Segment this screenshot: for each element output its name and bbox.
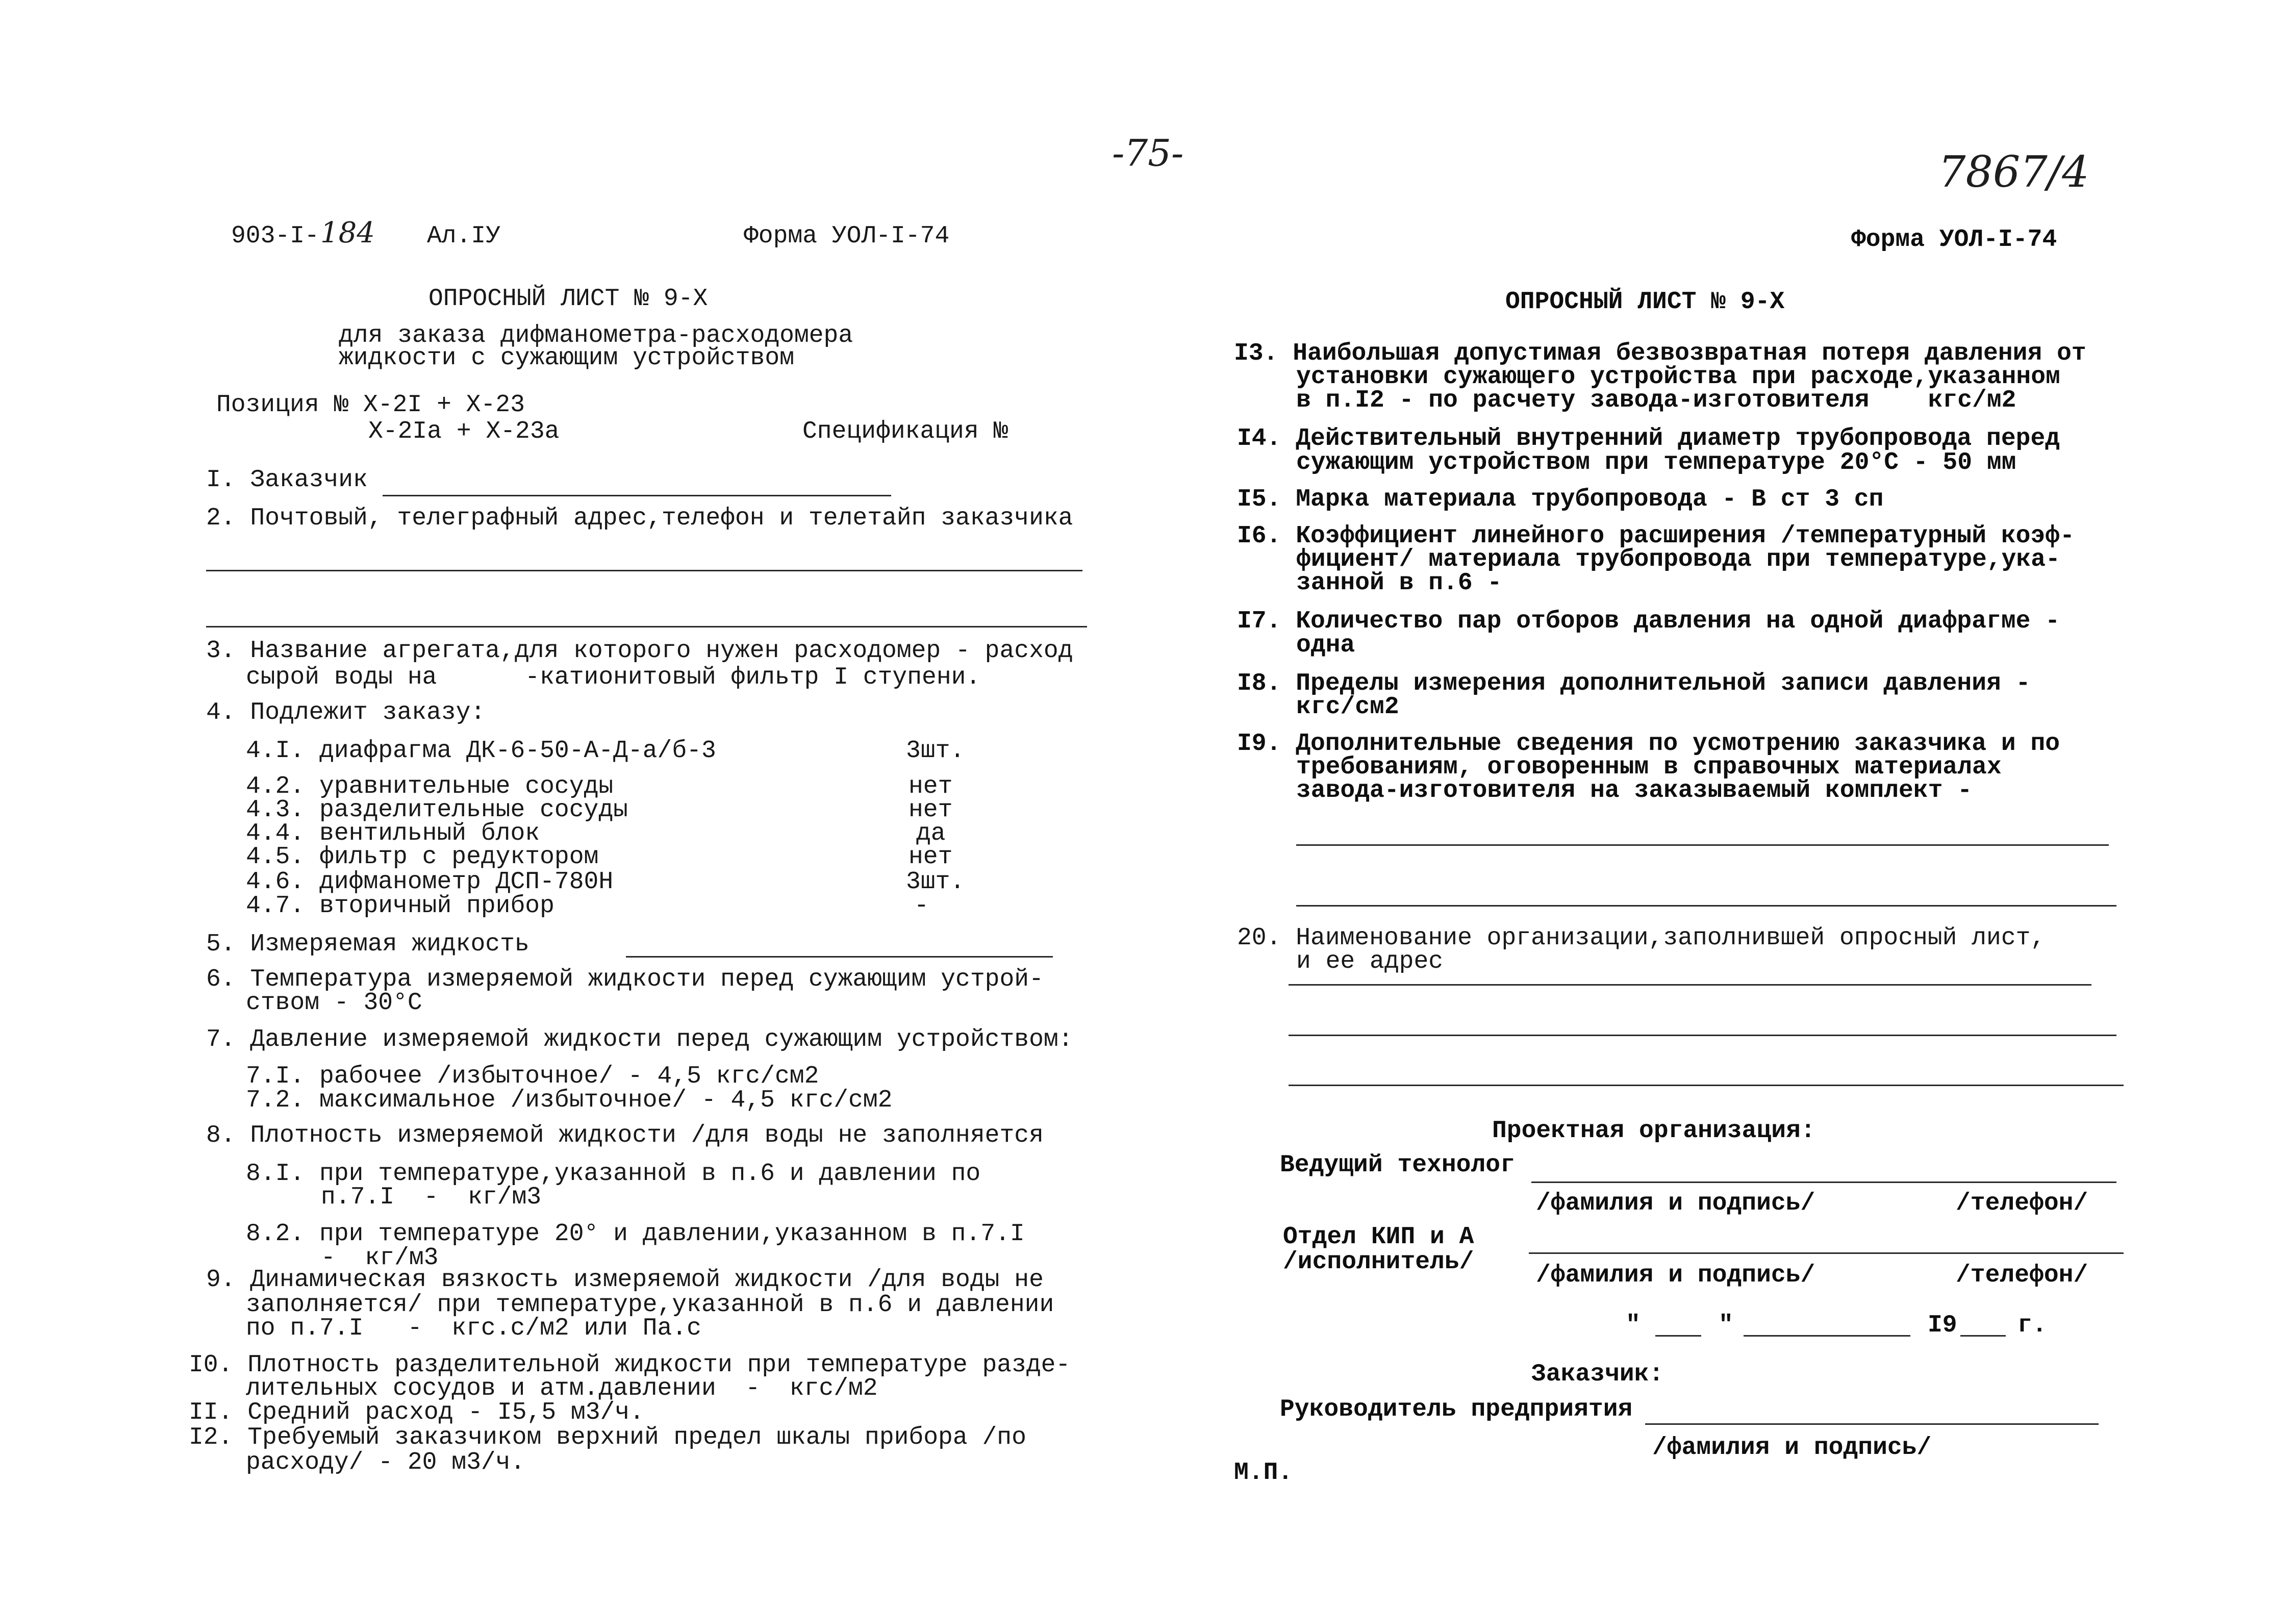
item-9-line: по п.7.I - кгс.с/м2 или Па.с: [246, 1315, 701, 1342]
item-19-line: завода-изготовителя на заказываемый комплект -: [1296, 777, 1973, 804]
item-6-line: 6. Температура измеряемой жидкости перед сужающим устрой-: [206, 966, 1044, 993]
order-row-value: нет: [909, 773, 953, 800]
lead-technologist-label: Ведущий технолог: [1280, 1151, 1515, 1179]
order-row-value: -: [914, 892, 929, 920]
item-9-line: заполняется/ при температуре,указанной в п.6 и давлении: [246, 1291, 1054, 1319]
specification-label: Спецификация №: [802, 418, 1008, 445]
organization-fill-line: [1289, 1035, 2116, 1036]
item-4-heading: 4. Подлежит заказу:: [206, 699, 486, 726]
date-close-quote: ": [1719, 1312, 1733, 1339]
item-20-line: и ее адрес: [1296, 948, 1444, 975]
order-row-label: 4.6. дифманометр ДСП-780Н: [246, 868, 614, 896]
additional-info-fill-line: [1296, 905, 2116, 907]
questionnaire-title: ОПРОСНЫЙ ЛИСТ № 9-Х: [1505, 288, 1785, 316]
item-18-line: кгс/см2: [1296, 693, 1399, 721]
item-20-line: 20. Наименование организации,заполнившей опросный лист,: [1237, 924, 2046, 952]
name-signature-caption: /фамилия и подпись/: [1536, 1262, 1815, 1289]
order-row-value: да: [916, 820, 946, 847]
item-16-line: фициент/ материала трубопровода при температуре,ука-: [1296, 546, 2060, 573]
order-row-label: 4.7. вторичный прибор: [246, 892, 554, 920]
date-year-fill-line: [1960, 1335, 2006, 1337]
date-year-prefix: I9: [1928, 1312, 1957, 1339]
item-10-line: I0. Плотность разделительной жидкости при температуре разде-: [189, 1351, 1071, 1379]
date-day-fill-line: [1655, 1335, 1701, 1337]
position-line: Х-2Iа + Х-23а: [368, 418, 560, 445]
phone-caption: /телефон/: [1956, 1262, 2088, 1289]
item-15-material: I5. Марка материала трубопровода - В ст 3 сп: [1237, 486, 1884, 513]
order-row-label: 4.4. вентильный блок: [246, 820, 540, 847]
order-row-value: нет: [909, 843, 953, 871]
item-5-liquid: 5. Измеряемая жидкость: [206, 931, 529, 958]
liquid-fill-line: [626, 956, 1053, 958]
order-row-value: 3шт.: [906, 868, 965, 896]
page-number: -75-: [1112, 132, 1184, 174]
item-10-line: лительных сосудов и атм.давлении - кгс/м2: [246, 1375, 878, 1402]
order-row-label: 4.2. уравнительные сосуды: [246, 773, 614, 800]
questionnaire-title: ОПРОСНЫЙ ЛИСТ № 9-Х: [428, 285, 708, 313]
director-label: Руководитель предприятия: [1280, 1396, 1633, 1423]
organization-fill-line: [1289, 984, 2091, 986]
sheet-number: 7867/4: [1938, 147, 2089, 197]
kip-department-label: /исполнитель/: [1283, 1248, 1474, 1276]
form-code: Форма УОЛ-I-74: [1851, 226, 2057, 254]
order-row-value: нет: [909, 796, 953, 824]
design-organization-heading: Проектная организация:: [1492, 1117, 1815, 1145]
item-11-flow: II. Средний расход - I5,5 м3/ч.: [189, 1399, 644, 1426]
order-row-value: 3шт.: [906, 737, 965, 765]
organization-fill-line: [1289, 1085, 2124, 1086]
item-8-2-line: - кг/м3: [321, 1244, 439, 1272]
item-19-line: требованиям, оговоренным в справочных материалах: [1296, 753, 2002, 781]
customer-heading: Заказчик:: [1531, 1361, 1664, 1388]
item-14-line: I4. Действительный внутренний диаметр трубопровода перед: [1237, 425, 2060, 452]
item-3-line: сырой воды на -катионитовый фильтр I ступени.: [246, 664, 981, 691]
item-7-row: 7.2. максимальное /избыточное/ - 4,5 кгс/см2: [246, 1087, 893, 1114]
album-label: Ал.IУ: [427, 222, 501, 250]
order-row-label: 4.I. диафрагма ДК-6-50-А-Д-а/б-3: [246, 737, 716, 765]
stamp-place-label: М.П.: [1234, 1459, 1293, 1487]
item-12-line: расходу/ - 20 м3/ч.: [246, 1449, 525, 1476]
subtitle-line: для заказа дифманометра-расходомера: [339, 322, 853, 349]
kip-signature-line: [1529, 1252, 2124, 1254]
item-13-line: в п.I2 - по расчету завода-изготовителя кгс/м2: [1296, 387, 2016, 414]
address-fill-line: [206, 626, 1087, 627]
order-row-label: 4.3. разделительные сосуды: [246, 796, 628, 824]
item-3-line: 3. Название агрегата,для которого нужен расходомер - расход: [206, 637, 1073, 665]
kip-department-label: Отдел КИП и А: [1283, 1223, 1474, 1251]
item-16-line: занной в п.6 -: [1296, 569, 1502, 597]
item-13-line: I3. Наибольшая допустимая безвозвратная потеря давления от: [1234, 340, 2086, 367]
position-line: Позиция № Х-2I + Х-23: [216, 391, 525, 419]
name-signature-caption: /фамилия и подпись/: [1652, 1434, 1932, 1462]
item-6-line: ством - 30°С: [246, 989, 422, 1017]
date-year-suffix: г.: [2017, 1312, 2047, 1339]
item-16-line: I6. Коэффициент линейного расширения /температурный коэф-: [1237, 522, 2075, 550]
address-fill-line: [206, 570, 1082, 571]
item-17-line: I7. Количество пар отборов давления на одной диафрагме -: [1237, 608, 2060, 635]
item-12-line: I2. Требуемый заказчиком верхний предел шкалы прибора /по: [189, 1424, 1026, 1451]
form-code: Форма УОЛ-I-74: [744, 222, 950, 250]
phone-caption: /телефон/: [1956, 1190, 2088, 1217]
date-month-fill-line: [1744, 1335, 1910, 1337]
item-8-1-line: 8.I. при температуре,указанной в п.6 и давлении по: [246, 1160, 981, 1188]
item-13-line: установки сужающего устройства при расходе,указанном: [1296, 363, 2060, 391]
item-8-heading: 8. Плотность измеряемой жидкости /для воды не заполняется: [206, 1122, 1044, 1149]
name-signature-caption: /фамилия и подпись/: [1536, 1190, 1815, 1217]
item-19-line: I9. Дополнительные сведения по усмотрению заказчика и по: [1237, 730, 2060, 758]
doc-code-handwritten: 184: [320, 216, 375, 249]
date-open-quote: ": [1626, 1312, 1641, 1339]
subtitle-line: жидкости с сужающим устройством: [339, 344, 794, 372]
item-7-heading: 7. Давление измеряемой жидкости перед сужающим устройством:: [206, 1026, 1073, 1053]
item-9-line: 9. Динамическая вязкость измеряемой жидкости /для воды не: [206, 1266, 1044, 1294]
order-row-label: 4.5. фильтр с редуктором: [246, 843, 599, 871]
item-8-2-line: 8.2. при температуре 20° и давлении,указанном в п.7.I: [246, 1220, 1025, 1248]
lead-technologist-signature-line: [1531, 1181, 2116, 1183]
item-8-1-line: п.7.I - кг/м3: [321, 1184, 542, 1211]
item-17-line: одна: [1296, 632, 1355, 659]
additional-info-fill-line: [1296, 844, 2109, 846]
item-1-customer: I. Заказчик: [206, 466, 368, 494]
item-7-row: 7.I. рабочее /избыточное/ - 4,5 кгс/см2: [246, 1063, 819, 1090]
item-2-address: 2. Почтовый, телеграфный адрес,телефон и телетайп заказчика: [206, 505, 1073, 532]
director-signature-line: [1645, 1423, 2099, 1425]
item-14-line: сужающим устройством при температуре 20°С - 50 мм: [1296, 449, 2016, 476]
doc-code: 903-I-: [231, 222, 319, 250]
customer-fill-line: [383, 495, 891, 496]
item-18-line: I8. Пределы измерения дополнительной записи давления -: [1237, 670, 2031, 697]
